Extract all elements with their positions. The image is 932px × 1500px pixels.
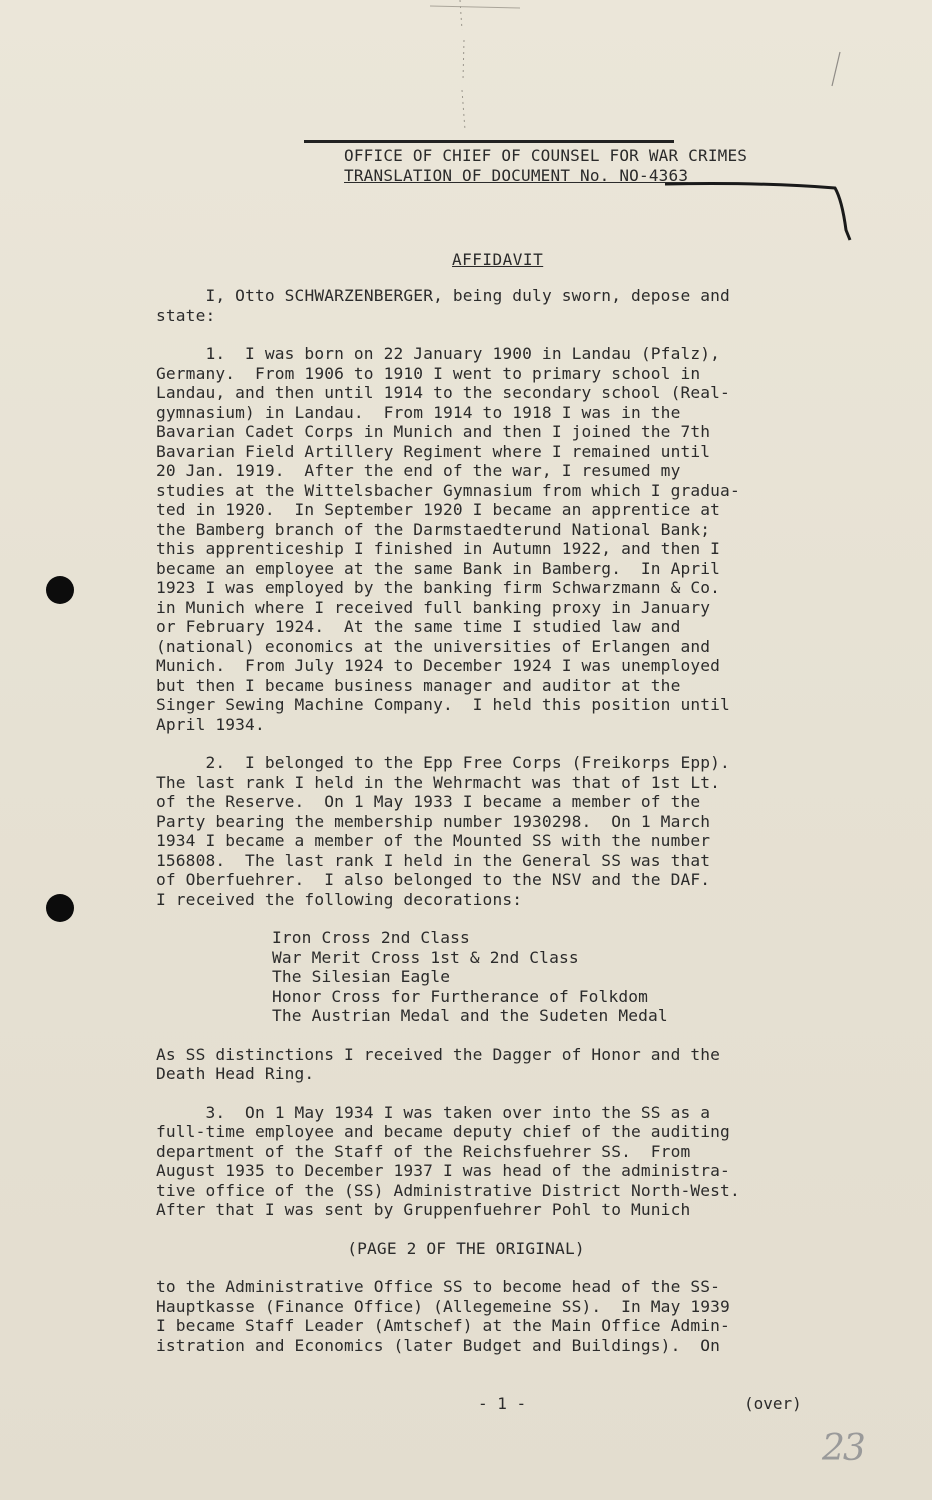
text-line: Death Head Ring. [156,1064,315,1083]
text-line: April 1934. [156,714,265,734]
text-line: department of the Staff of the Reichsfuehrer SS. From [156,1141,691,1161]
text-line: became an employee at the same Bank in Bamberg. In April [156,558,721,578]
text-line: I became Staff Leader (Amtschef) at the Main Office Admin- [156,1316,730,1335]
text-line: Bavarian Cadet Corps in Munich and then I joined the 7th [156,422,711,441]
text-line: After that I was sent by Gruppenfuehrer Pohl to Munich [156,1200,691,1219]
decorations-list [156,928,846,1026]
text-line: Hauptkasse (Finance Office) (Allegemeine SS). In May 1939 [156,1296,730,1316]
list-item: Iron Cross 2nd Class [272,928,470,947]
text-line: Germany. From 1906 to 1910 I went to primary school in [156,363,701,383]
document-title: AFFIDAVIT [452,250,544,269]
list-item: War Merit Cross 1st & 2nd Class [272,947,579,967]
page-marker: (PAGE 2 OF THE ORIGINAL) [347,1238,585,1258]
continued-over-label: (over) [744,1394,802,1413]
text-line: (national) economics at the universities of Erlangen and [156,636,711,656]
top-edge-marks [420,0,540,140]
text-line: August 1935 to December 1937 I was head of the administra- [156,1161,730,1180]
paragraph-4 [156,1277,846,1355]
text-line: to the Administrative Office SS to become head of the SS- [156,1277,721,1296]
paragraph-1 [156,344,846,734]
corner-pencil-mark [826,50,846,90]
text-line: 1923 I was employed by the banking firm Schwarzmann & Co. [156,578,721,597]
affidavit-body [156,286,846,1355]
page-number: - 1 - [478,1394,527,1413]
text-line: 3. On 1 May 1934 I was taken over into the SS as a [156,1102,711,1122]
text-line: this apprenticeship I finished in Autumn 1922, and then I [156,539,721,558]
text-line: the Bamberg branch of the Darmstaedterund National Bank; [156,519,711,539]
text-line: Singer Sewing Machine Company. I held this position until [156,695,730,714]
list-item: The Silesian Eagle [272,967,451,986]
text-line: tive office of the (SS) Administrative District North-West. [156,1180,740,1200]
text-line: gymnasium) in Landau. From 1914 to 1918 I was in the [156,402,681,422]
text-line: Munich. From July 1924 to December 1924 I was unemployed [156,656,721,675]
text-line: I received the following decorations: [156,889,523,909]
text-line: 20 Jan. 1919. After the end of the war, I resumed my [156,461,681,480]
text-line: of the Reserve. On 1 May 1933 I became a member of the [156,792,701,811]
text-line: Bavarian Field Artillery Regiment where I remained until [156,441,711,461]
list-item: Honor Cross for Furtherance of Folkdom [272,986,649,1006]
intro-line: state: [156,305,216,325]
text-line: 1934 I became a member of the Mounted SS with the number [156,831,711,850]
text-line: Landau, and then until 1914 to the secondary school (Real- [156,383,730,402]
text-line: ted in 1920. In September 1920 I became an apprentice at [156,500,721,519]
text-line: of Oberfuehrer. I also belonged to the NSV and the DAF. [156,870,711,889]
text-line: 156808. The last rank I held in the General SS was that [156,850,711,870]
text-line: 2. I belonged to the Epp Free Corps (Freikorps Epp). [156,753,730,772]
paragraph-3 [156,1103,846,1220]
header-translation-line: TRANSLATION OF DOCUMENT No. NO-4363 [344,166,689,185]
text-line: full-time employee and became deputy chief of the auditing [156,1122,730,1141]
text-line: or February 1924. At the same time I studied law and [156,617,681,636]
text-line: As SS distinctions I received the Dagger of Honor and the [156,1044,721,1064]
handwritten-page-number: 23 [822,1428,864,1469]
text-line: istration and Economics (later Budget and Buildings). On [156,1335,721,1355]
text-line: studies at the Wittelsbacher Gymnasium from which I gradua- [156,480,740,500]
punch-hole-top [46,576,74,604]
document-header [344,146,824,186]
text-line: in Munich where I received full banking proxy in January [156,597,711,617]
text-line: The last rank I held in the Wehrmacht was that of 1st Lt. [156,772,721,792]
paragraph-2b [156,1045,846,1084]
text-line: but then I became business manager and auditor at the [156,675,681,695]
text-line: 1. I was born on 22 January 1900 in Landau (Pfalz), [156,344,721,363]
intro-line: I, Otto SCHWARZENBERGER, being duly sworn, depose and [205,286,730,305]
list-item: The Austrian Medal and the Sudeten Medal [272,1006,668,1025]
punch-hole-bottom [46,894,74,922]
paragraph-2 [156,753,846,909]
header-rule [304,140,674,143]
header-office-line: OFFICE OF CHIEF OF COUNSEL FOR WAR CRIMES [344,146,748,165]
text-line: Party bearing the membership number 1930298. On 1 March [156,811,711,831]
